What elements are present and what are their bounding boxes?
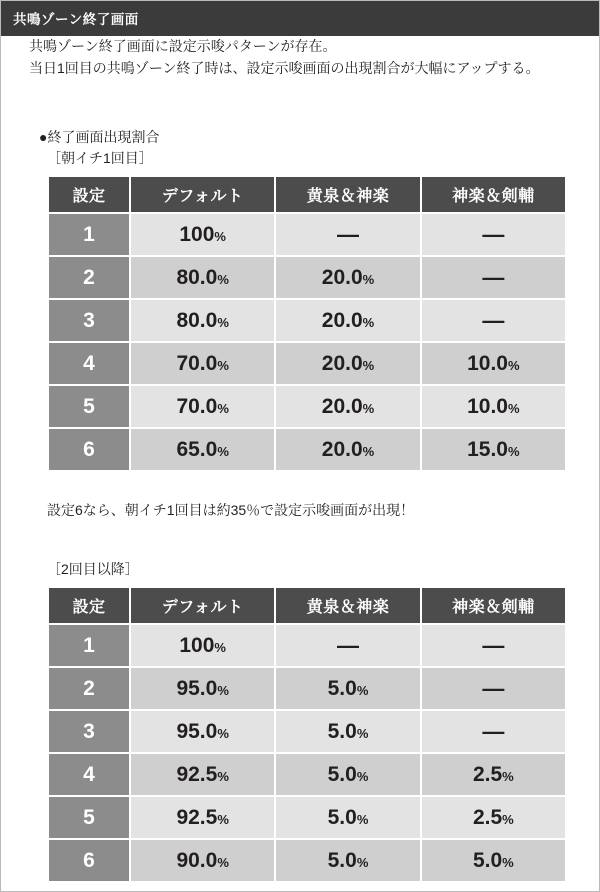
cell-yomi-kagura [275, 428, 420, 471]
cell-setting: 6 [48, 839, 130, 882]
cell-setting: 2 [48, 667, 130, 710]
cell-unit: % [362, 357, 375, 373]
cell-value: 80.0 [176, 265, 218, 289]
cell-value: 2.5 [472, 805, 503, 829]
table-row [48, 213, 566, 256]
cell-unit: % [217, 357, 229, 373]
column-header-setting: 設定 [48, 176, 130, 213]
column-header-kagura-kensuke: 神楽＆剣輔 [421, 587, 566, 624]
table-header-row [48, 587, 566, 624]
rate-table-first-visit [47, 175, 567, 472]
column-header-yomi-kagura: 黄泉＆神楽 [275, 587, 420, 624]
cell-setting: 1 [48, 624, 130, 667]
cell-value: — [482, 264, 505, 290]
cell-value: 100 [179, 222, 215, 246]
cell-value: 70.0 [176, 351, 218, 375]
cell-unit: % [507, 357, 520, 373]
table-row [48, 796, 566, 839]
cell-unit: % [502, 768, 514, 784]
cell-setting: 6 [48, 428, 130, 471]
cell-value: 5.0 [327, 848, 357, 872]
cell-default [130, 624, 275, 667]
cell-unit: % [502, 854, 514, 870]
cell-unit: % [217, 811, 229, 827]
cell-kagura-kensuke [421, 385, 566, 428]
cell-unit: % [214, 639, 226, 655]
cell-value: 65.0 [176, 437, 218, 461]
cell-yomi-kagura [275, 796, 420, 839]
cell-kagura-kensuke [421, 624, 566, 667]
cell-kagura-kensuke [421, 342, 566, 385]
cell-value: 100 [179, 633, 215, 657]
cell-unit: % [217, 725, 229, 741]
cell-setting: 1 [48, 213, 130, 256]
cell-value: 5.0 [327, 676, 357, 700]
cell-unit: % [217, 314, 229, 330]
cell-unit: % [217, 443, 229, 459]
table-row [48, 256, 566, 299]
table-row [48, 342, 566, 385]
table-row [48, 428, 566, 471]
cell-value: 92.5 [176, 762, 218, 786]
table-row [48, 299, 566, 342]
table-row [48, 753, 566, 796]
cell-kagura-kensuke [421, 710, 566, 753]
cell-value: 15.0 [467, 437, 508, 461]
rate-table-second-onward [47, 586, 567, 883]
table-caption-second: ［2回目以降］ [47, 561, 139, 578]
cell-default [130, 213, 275, 256]
cell-yomi-kagura [275, 667, 420, 710]
cell-yomi-kagura [275, 299, 420, 342]
cell-value: — [482, 675, 505, 701]
cell-value: 5.0 [472, 848, 503, 872]
cell-kagura-kensuke [421, 753, 566, 796]
cell-default [130, 839, 275, 882]
cell-unit: % [217, 400, 229, 416]
cell-default [130, 299, 275, 342]
cell-yomi-kagura [275, 710, 420, 753]
table-row [48, 385, 566, 428]
cell-value: — [482, 632, 505, 658]
cell-value: 95.0 [176, 676, 218, 700]
cell-value: 10.0 [467, 394, 508, 418]
cell-value: — [482, 221, 505, 247]
section-heading: ●終了画面出現割合 [39, 129, 160, 146]
cell-unit: % [356, 811, 369, 827]
cell-value: 90.0 [176, 848, 218, 872]
column-header-yomi-kagura: 黄泉＆神楽 [275, 176, 420, 213]
cell-unit: % [217, 682, 229, 698]
cell-default [130, 256, 275, 299]
table-row [48, 839, 566, 882]
cell-value: 20.0 [321, 394, 363, 418]
cell-unit: % [362, 271, 375, 287]
table-header-row [48, 176, 566, 213]
cell-yomi-kagura [275, 342, 420, 385]
cell-default [130, 342, 275, 385]
cell-setting: 4 [48, 342, 130, 385]
cell-unit: % [362, 400, 375, 416]
cell-default [130, 753, 275, 796]
cell-value: 20.0 [321, 308, 363, 332]
page-title: 共鳴ゾーン終了画面 [1, 1, 599, 36]
column-header-default: デフォルト [130, 587, 275, 624]
cell-yomi-kagura [275, 753, 420, 796]
cell-unit: % [356, 854, 369, 870]
cell-unit: % [356, 768, 369, 784]
cell-kagura-kensuke [421, 256, 566, 299]
cell-yomi-kagura [275, 624, 420, 667]
cell-unit: % [507, 400, 520, 416]
cell-yomi-kagura [275, 385, 420, 428]
cell-unit: % [217, 854, 229, 870]
cell-setting: 2 [48, 256, 130, 299]
cell-yomi-kagura [275, 839, 420, 882]
cell-unit: % [502, 811, 514, 827]
cell-setting: 3 [48, 299, 130, 342]
cell-value: — [336, 632, 359, 658]
column-header-default: デフォルト [130, 176, 275, 213]
cell-value: 5.0 [327, 805, 357, 829]
cell-kagura-kensuke [421, 796, 566, 839]
cell-value: 70.0 [176, 394, 218, 418]
cell-yomi-kagura [275, 256, 420, 299]
cell-unit: % [217, 768, 229, 784]
cell-unit: % [356, 682, 369, 698]
cell-value: — [482, 718, 505, 744]
cell-kagura-kensuke [421, 839, 566, 882]
column-header-setting: 設定 [48, 587, 130, 624]
cell-setting: 5 [48, 796, 130, 839]
content-body [1, 36, 599, 883]
intro-paragraph-2: 当日1回目の共鳴ゾーン終了時は、設定示唆画面の出現割合が大幅にアップする。 [29, 59, 540, 76]
cell-value: 10.0 [467, 351, 508, 375]
cell-setting: 5 [48, 385, 130, 428]
cell-kagura-kensuke [421, 299, 566, 342]
spacer [29, 521, 571, 559]
cell-value: — [336, 221, 359, 247]
cell-unit: % [356, 725, 369, 741]
cell-unit: % [507, 443, 520, 459]
cell-unit: % [214, 228, 226, 244]
column-header-kagura-kensuke: 神楽＆剣輔 [421, 176, 566, 213]
cell-value: 5.0 [327, 719, 357, 743]
cell-value: 80.0 [176, 308, 218, 332]
cell-setting: 4 [48, 753, 130, 796]
cell-unit: % [362, 443, 375, 459]
cell-unit: % [217, 271, 229, 287]
cell-value: 20.0 [321, 437, 363, 461]
note-text: 設定6なら、朝イチ1回目は約35％で設定示唆画面が出現！ [47, 502, 415, 519]
cell-value: 92.5 [176, 805, 218, 829]
cell-setting: 3 [48, 710, 130, 753]
cell-default [130, 710, 275, 753]
cell-kagura-kensuke [421, 428, 566, 471]
cell-value: 20.0 [321, 265, 363, 289]
cell-value: 2.5 [472, 762, 503, 786]
cell-value: 95.0 [176, 719, 218, 743]
cell-default [130, 796, 275, 839]
cell-value: 20.0 [321, 351, 363, 375]
cell-kagura-kensuke [421, 667, 566, 710]
cell-yomi-kagura [275, 213, 420, 256]
cell-value: — [482, 307, 505, 333]
table-row [48, 667, 566, 710]
cell-unit: % [362, 314, 375, 330]
cell-default [130, 428, 275, 471]
cell-default [130, 667, 275, 710]
cell-default [130, 385, 275, 428]
table-caption-first: ［朝イチ1回目］ [47, 150, 153, 167]
cell-value: 5.0 [327, 762, 357, 786]
table-row [48, 710, 566, 753]
table-row [48, 624, 566, 667]
intro-paragraph-1: 共鳴ゾーン終了画面に設定示唆パターンが存在。 [29, 38, 337, 54]
cell-kagura-kensuke [421, 213, 566, 256]
